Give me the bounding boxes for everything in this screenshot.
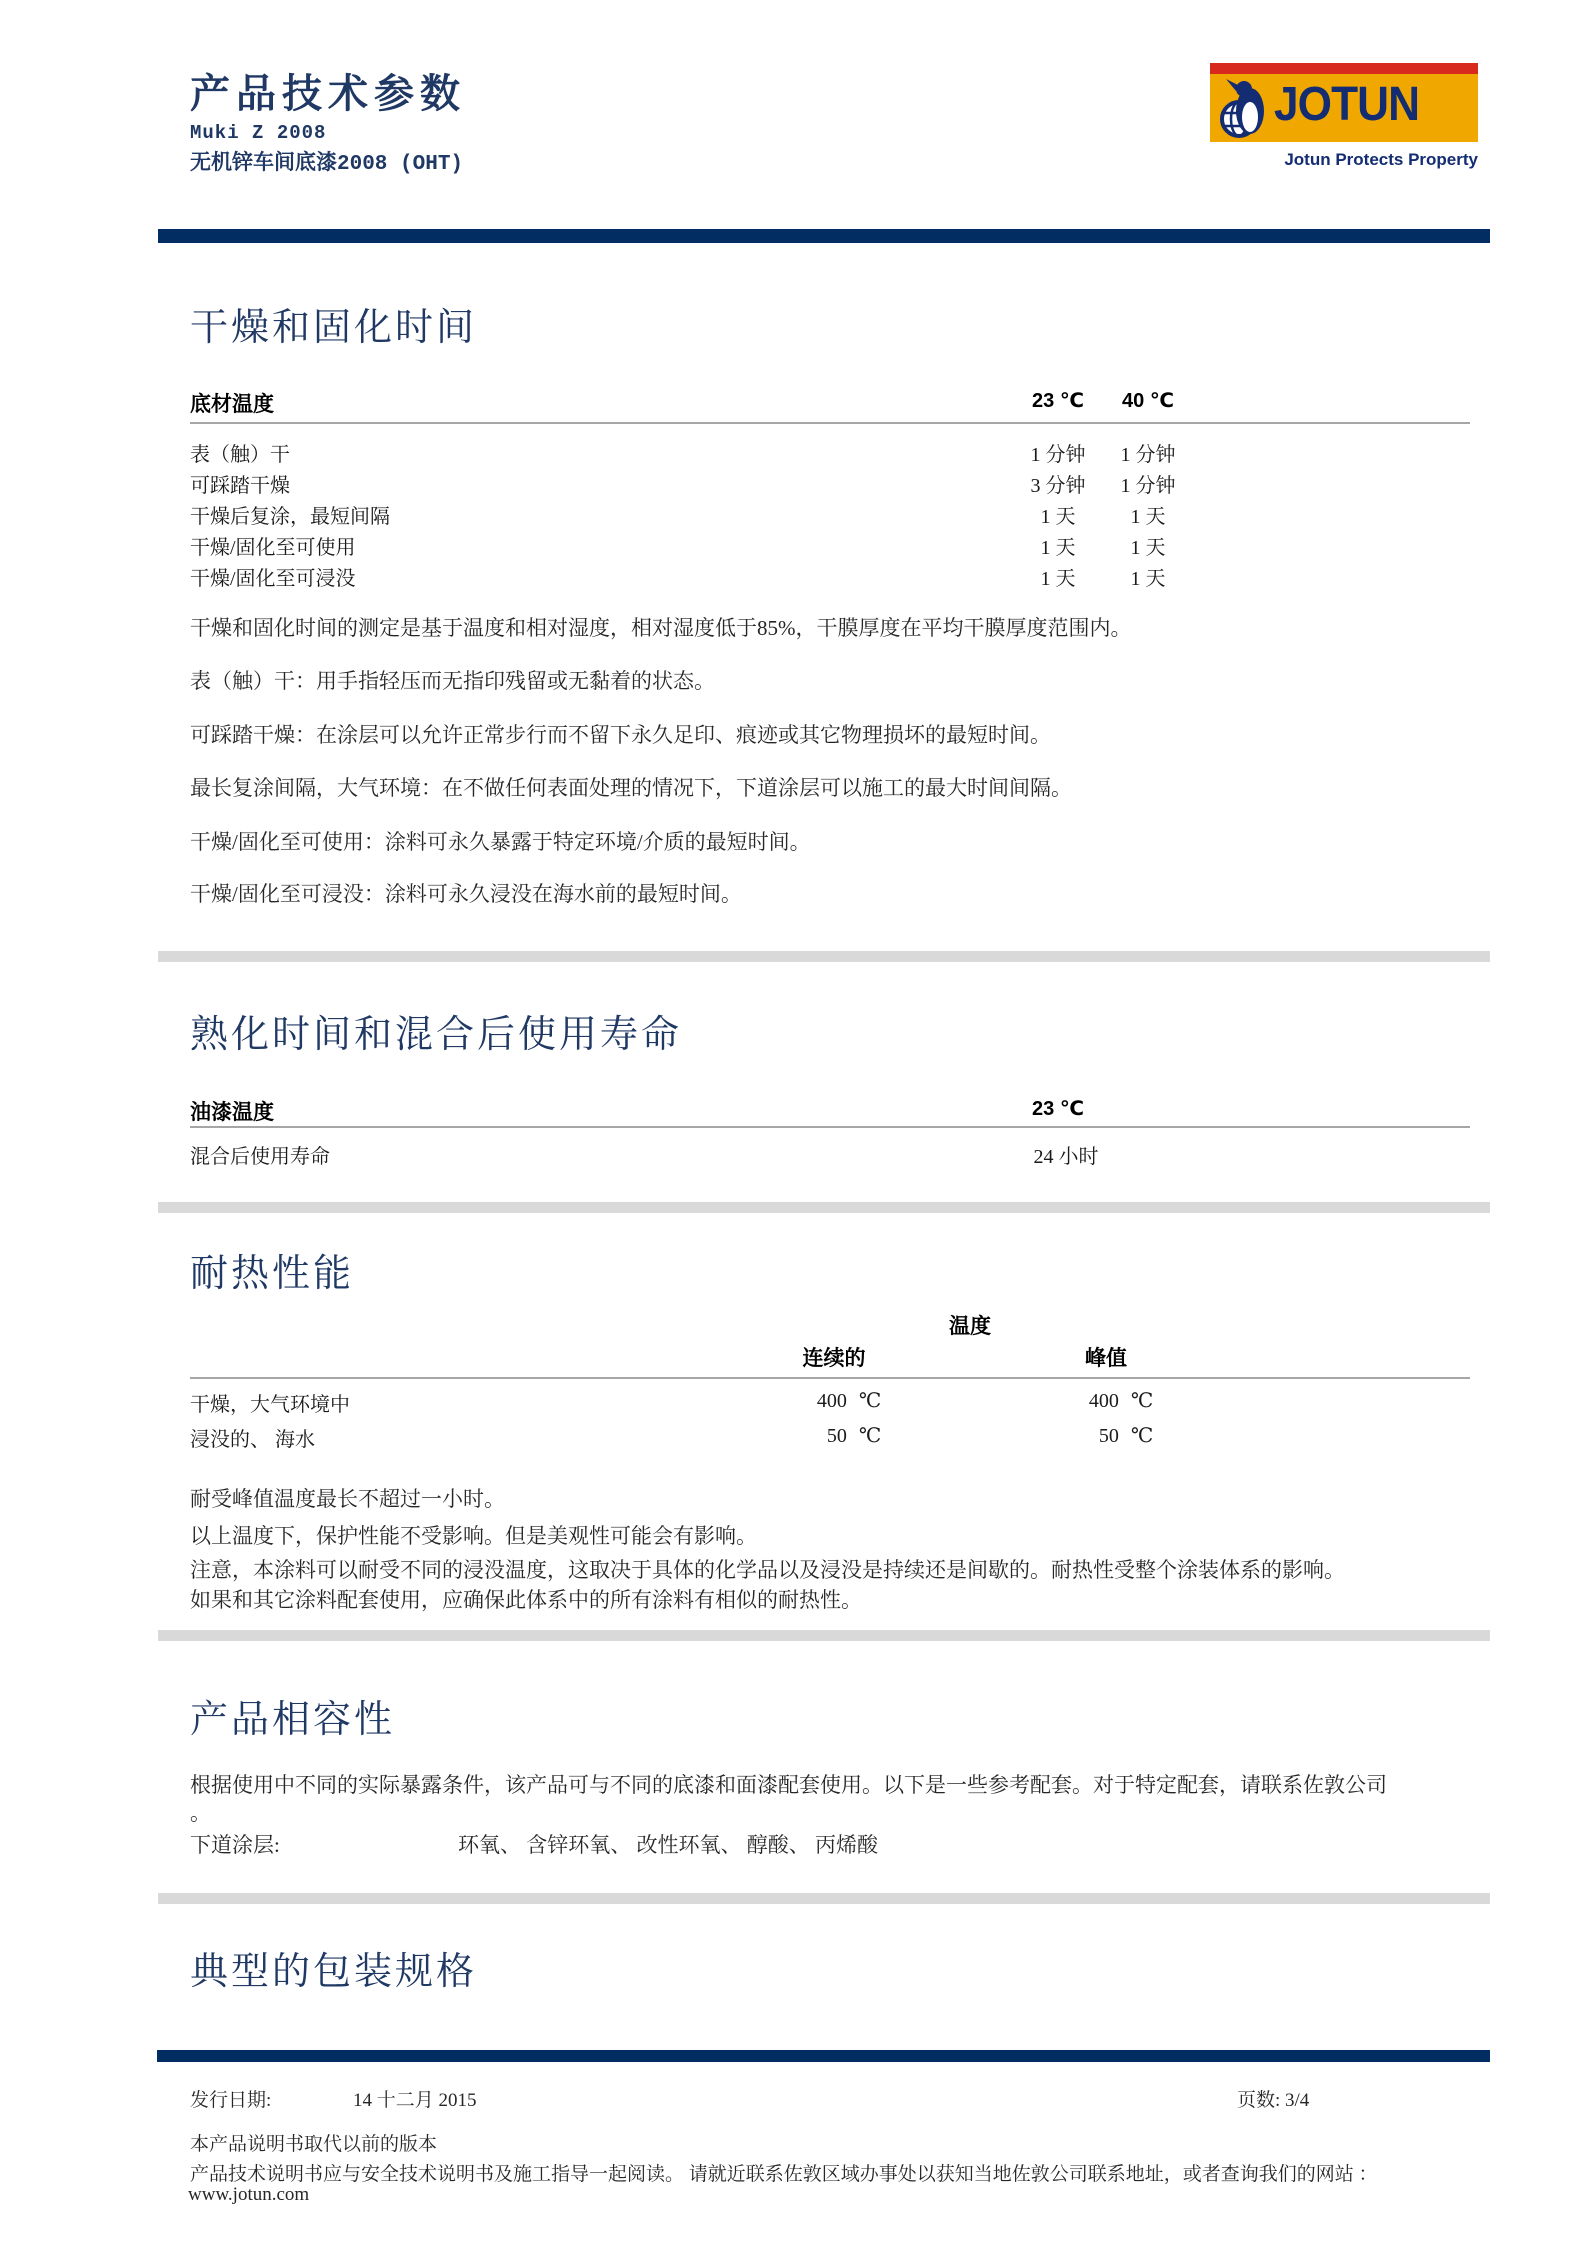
value-unit: ℃ — [858, 1390, 882, 1412]
value-unit: ℃ — [858, 1425, 882, 1447]
value-unit: ℃ — [1130, 1390, 1154, 1412]
footer-rule-bar — [157, 2050, 1490, 2062]
table-row-label: 干燥/固化至可使用 — [190, 537, 356, 559]
heat-table-col1-header: 连续的 — [802, 1347, 866, 1370]
header-rule-bar — [158, 229, 1490, 243]
footer-note-supersedes: 本产品说明书取代以前的版本 — [190, 2134, 438, 2155]
issue-date-value: 14 十二月 2015 — [353, 2090, 477, 2111]
drying-paragraph: 可踩踏干燥：在涂层可以允许正常步行而不留下永久足印、痕迹或其它物理损坏的最短时间。 — [190, 723, 1051, 747]
value-unit: ℃ — [1130, 1425, 1154, 1447]
jotun-logo — [1210, 63, 1478, 142]
compat-paragraph — [190, 1771, 1387, 1827]
table-cell: 1 天 — [1040, 568, 1076, 590]
heat-paragraph-line: 注意，本涂料可以耐受不同的浸没温度，这取决于具体的化学品以及浸没是持续还是间歇的。耐热性受整个涂装体系的影响。 — [190, 1558, 1345, 1582]
drying-paragraph: 干燥/固化至可浸没：涂料可永久浸没在海水前的最短时间。 — [190, 882, 742, 906]
footer-note-read-with: 产品技术说明书应与安全技术说明书及施工指导一起阅读。 请就近联系佐敦区域办事处以获知当地佐敦公司联系地址，或者查询我们的网站 ： — [190, 2164, 1378, 2185]
compat-subsequent-label: 下道涂层: — [190, 1833, 280, 1857]
value-number: 400 — [1088, 1390, 1119, 1412]
table-cell: 1 分钟 — [1120, 475, 1176, 497]
section-heading-potlife: 熟化时间和混合后使用寿命 — [190, 1014, 683, 1056]
table-cell: 1 天 — [1040, 537, 1076, 559]
drying-paragraph: 表（触）干：用手指轻压而无指印残留或无黏着的状态。 — [190, 669, 715, 693]
value-number: 400 — [816, 1390, 847, 1412]
compat-paragraph-line: 。 — [190, 1801, 211, 1825]
drying-table-rule — [190, 422, 1470, 424]
table-cell: 3 分钟 — [1030, 475, 1086, 497]
section-heading-compat: 产品相容性 — [190, 1699, 396, 1741]
heat-row1-col1-value — [754, 1388, 914, 1413]
value-number: 50 — [1098, 1425, 1119, 1447]
heat-row2-label: 浸没的、 海水 — [190, 1429, 315, 1451]
table-cell: 1 分钟 — [1030, 444, 1086, 466]
page-title: 产品技术参数 — [190, 71, 466, 116]
issue-date-label: 发行日期: — [190, 2090, 272, 2111]
heat-paragraph-line: 如果和其它涂料配套使用，应确保此体系中的所有涂料有相似的耐热性。 — [190, 1588, 862, 1612]
section-divider — [158, 951, 1490, 962]
drying-table-col1-header: 23 ℃ — [1031, 390, 1085, 412]
section-divider — [158, 1630, 1490, 1641]
table-cell: 1 天 — [1130, 568, 1166, 590]
table-row-label: 表（触）干 — [190, 444, 290, 466]
potlife-row-label: 混合后使用寿命 — [190, 1146, 330, 1168]
heat-paragraph: 耐受峰值温度最长不超过一小时。 — [190, 1487, 505, 1511]
table-row-label: 干燥/固化至可浸没 — [190, 568, 356, 590]
table-cell: 1 天 — [1130, 506, 1166, 528]
potlife-table-rule — [190, 1126, 1470, 1128]
logo-tagline: Jotun Protects Property — [1284, 150, 1478, 169]
section-divider — [158, 1202, 1490, 1213]
logo-brand-text: JOTUN — [1274, 78, 1420, 131]
product-name: Muki Z 2008 — [190, 122, 327, 144]
drying-table-col2-header: 40 ℃ — [1121, 390, 1175, 412]
potlife-table-col1-header: 23 ℃ — [1031, 1098, 1085, 1120]
drying-paragraph: 干燥/固化至可使用：涂料可永久暴露于特定环境/介质的最短时间。 — [190, 830, 811, 854]
section-divider — [158, 1893, 1490, 1904]
table-cell: 1 天 — [1130, 537, 1166, 559]
section-heading-heat: 耐热性能 — [190, 1253, 355, 1295]
compat-paragraph-line: 根据使用中不同的实际暴露条件，该产品可与不同的底漆和面漆配套使用。以下是一些参考配套。对于特定配套，请联系佐敦公司 — [190, 1773, 1387, 1797]
heat-table-rule — [190, 1377, 1470, 1379]
value-number: 50 — [826, 1425, 847, 1447]
heat-paragraph: 以上温度下，保护性能不受影响。但是美观性可能会有影响。 — [190, 1524, 757, 1548]
section-heading-packaging: 典型的包装规格 — [190, 1951, 478, 1993]
drying-table-col2-values — [1098, 440, 1198, 595]
footer-website-link[interactable]: www.jotun.com — [188, 2184, 310, 2205]
heat-row2-col1-value — [754, 1423, 914, 1448]
table-cell: 1 分钟 — [1120, 444, 1176, 466]
section-heading-drying: 干燥和固化时间 — [190, 307, 478, 349]
table-row-label: 干燥后复涂，最短间隔 — [190, 506, 390, 528]
heat-table-group-header: 温度 — [949, 1315, 991, 1338]
heat-row1-label: 干燥，大气环境中 — [190, 1394, 350, 1416]
potlife-row-value: 24 小时 — [1033, 1146, 1099, 1168]
penguin-globe-icon — [1216, 77, 1276, 139]
drying-paragraph: 最长复涂间隔，大气环境：在不做任何表面处理的情况下，下道涂层可以施工的最大时间间隔。 — [190, 776, 1072, 800]
compat-subsequent-values: 环氧、 含锌环氧、 改性环氧、 醇酸、 丙烯酸 — [458, 1833, 878, 1857]
table-cell: 1 天 — [1040, 506, 1076, 528]
heat-table-col2-header: 峰值 — [1085, 1347, 1127, 1370]
table-row-label: 可踩踏干燥 — [190, 475, 290, 497]
drying-table-row-labels — [190, 440, 390, 595]
drying-table-col1-values — [1008, 440, 1108, 595]
product-subtitle: 无机锌车间底漆2008 (OHT) — [190, 153, 464, 176]
heat-row2-col2-value — [1026, 1423, 1186, 1448]
drying-paragraph: 干燥和固化时间的测定是基于温度和相对湿度，相对湿度低于85%，干膜厚度在平均干膜厚度范围内。 — [190, 616, 1132, 640]
heat-paragraph — [190, 1555, 1345, 1615]
heat-row1-col2-value — [1026, 1388, 1186, 1413]
page-number: 页数: 3/4 — [1237, 2090, 1310, 2111]
logo-red-strip — [1210, 63, 1478, 74]
drying-table-header-label: 底材温度 — [190, 393, 274, 416]
potlife-table-header-label: 油漆温度 — [190, 1101, 274, 1124]
